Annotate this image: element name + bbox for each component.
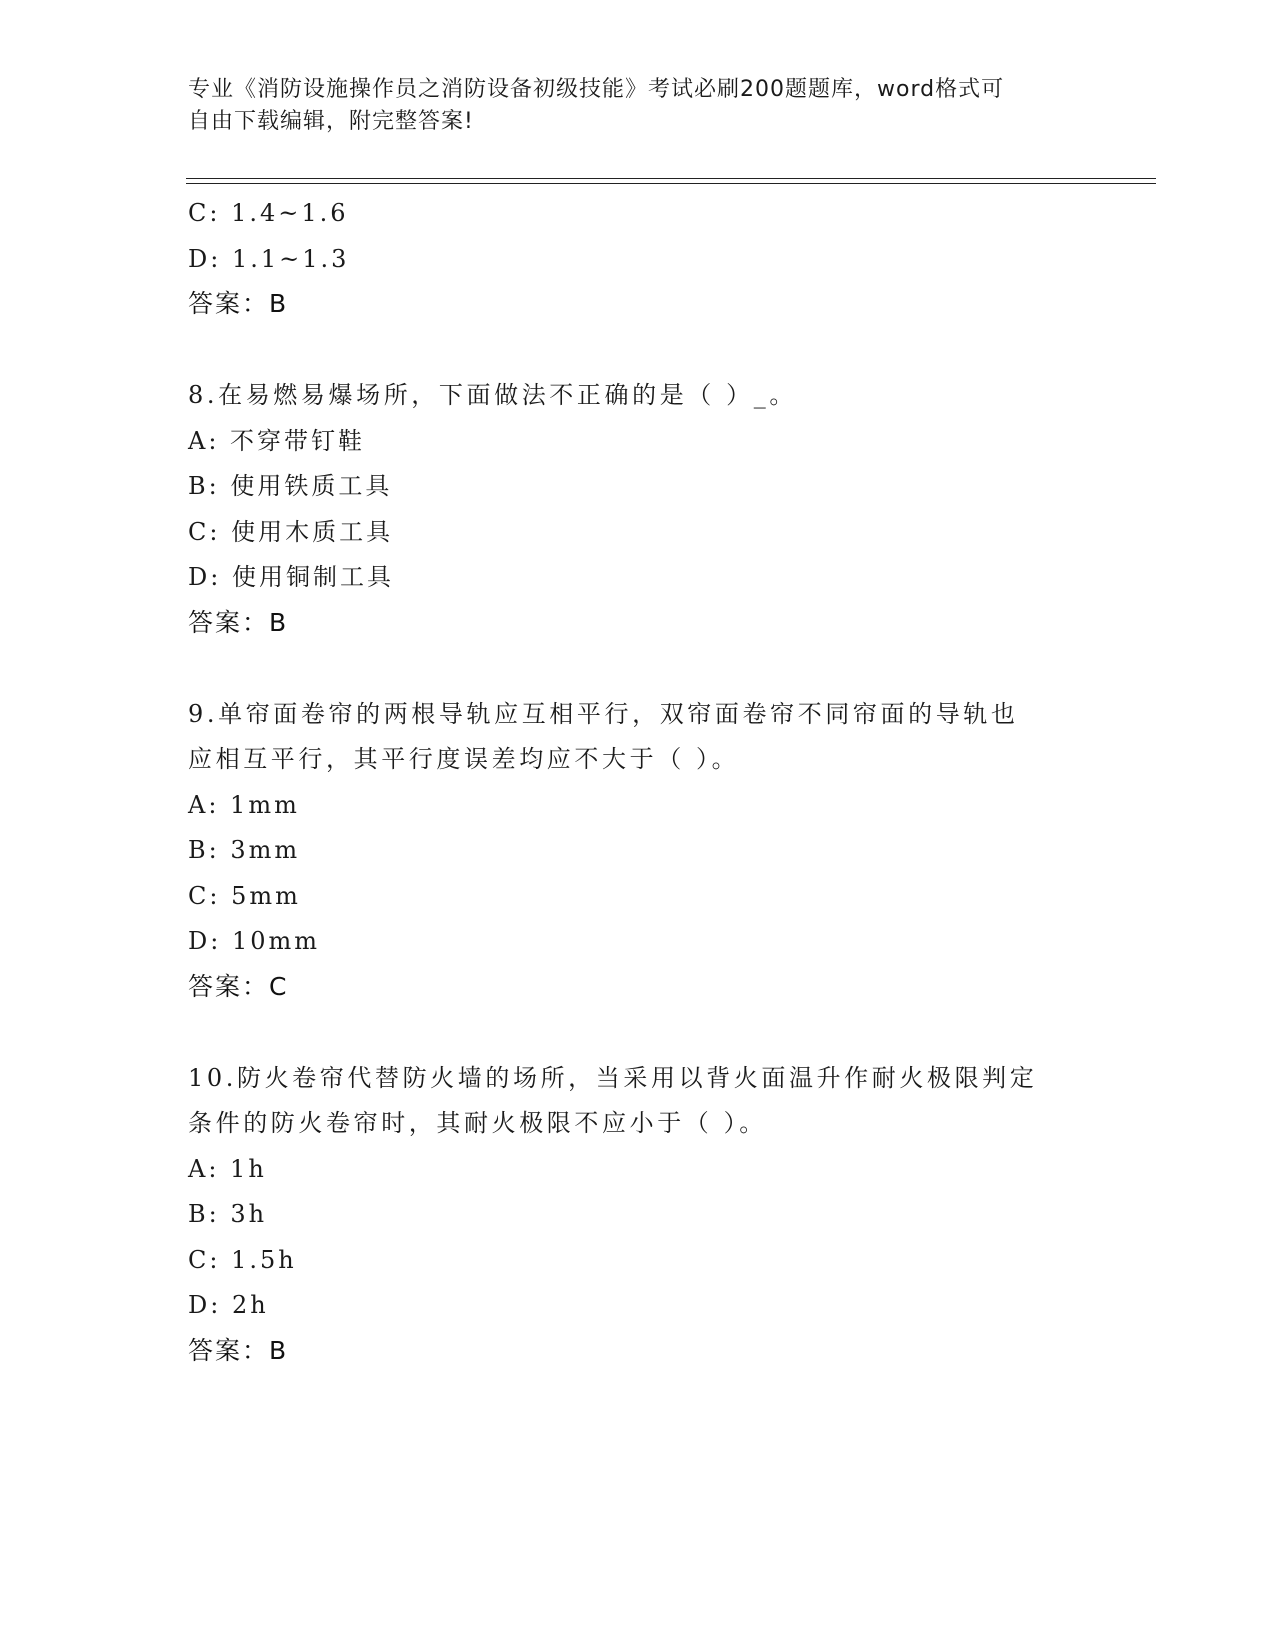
spacer <box>188 1012 1088 1058</box>
option-c: C: 使用木质工具 <box>188 517 394 546</box>
question-10 <box>188 1058 1088 1376</box>
option-c: C: 5mm <box>188 881 301 910</box>
option-d: D: 1.1~1.3 <box>188 244 350 273</box>
question-text-line-1: 10.防火卷帘代替防火墙的场所，当采用以背火面温升作耐火极限判定 <box>188 1063 1038 1092</box>
question-text-line-2: 应相互平行，其平行度误差均应不大于（ ）。 <box>188 745 740 773</box>
answer: 答案：C <box>188 971 289 1001</box>
answer: 答案：B <box>188 607 289 637</box>
header-divider-top <box>186 178 1156 179</box>
option-a: A: 不穿带钉鞋 <box>188 426 366 455</box>
question-9 <box>188 694 1088 1012</box>
option-b: B: 3h <box>188 1200 268 1228</box>
option-c: C: 1.5h <box>188 1245 297 1274</box>
answer: 答案：B <box>188 289 289 318</box>
question-list <box>188 193 1088 1376</box>
option-d: D: 使用铜制工具 <box>188 563 394 591</box>
question-7-tail <box>188 193 1088 329</box>
header-title-line-1: 专业《消防设施操作员之消防设备初级技能》考试必刷200题题库，word格式可 <box>188 77 1005 102</box>
option-a: A: 1h <box>188 1154 267 1183</box>
answer: 答案：B <box>188 1335 289 1365</box>
question-text-line-2: 条件的防火卷帘时，其耐火极限不应小于（ ）。 <box>188 1109 767 1137</box>
option-b: B: 3mm <box>188 836 301 864</box>
option-b: B: 使用铁质工具 <box>188 472 393 500</box>
option-d: D: 2h <box>188 1291 269 1319</box>
question-text-line-1: 9.单帘面卷帘的两根导轨应互相平行，双帘面卷帘不同帘面的导轨也 <box>188 699 1019 728</box>
option-a: A: 1mm <box>188 790 300 819</box>
document-header <box>188 74 1068 138</box>
question-8 <box>188 375 1088 648</box>
header-divider-bottom <box>186 183 1156 184</box>
option-c: C: 1.4~1.6 <box>188 199 349 227</box>
spacer <box>188 329 1088 375</box>
header-title-line-2: 自由下载编辑，附完整答案! <box>188 109 474 134</box>
question-text: 8.在易燃易爆场所，下面做法不正确的是（ ）_。 <box>188 381 797 409</box>
spacer <box>188 648 1088 694</box>
option-d: D: 10mm <box>188 927 321 955</box>
